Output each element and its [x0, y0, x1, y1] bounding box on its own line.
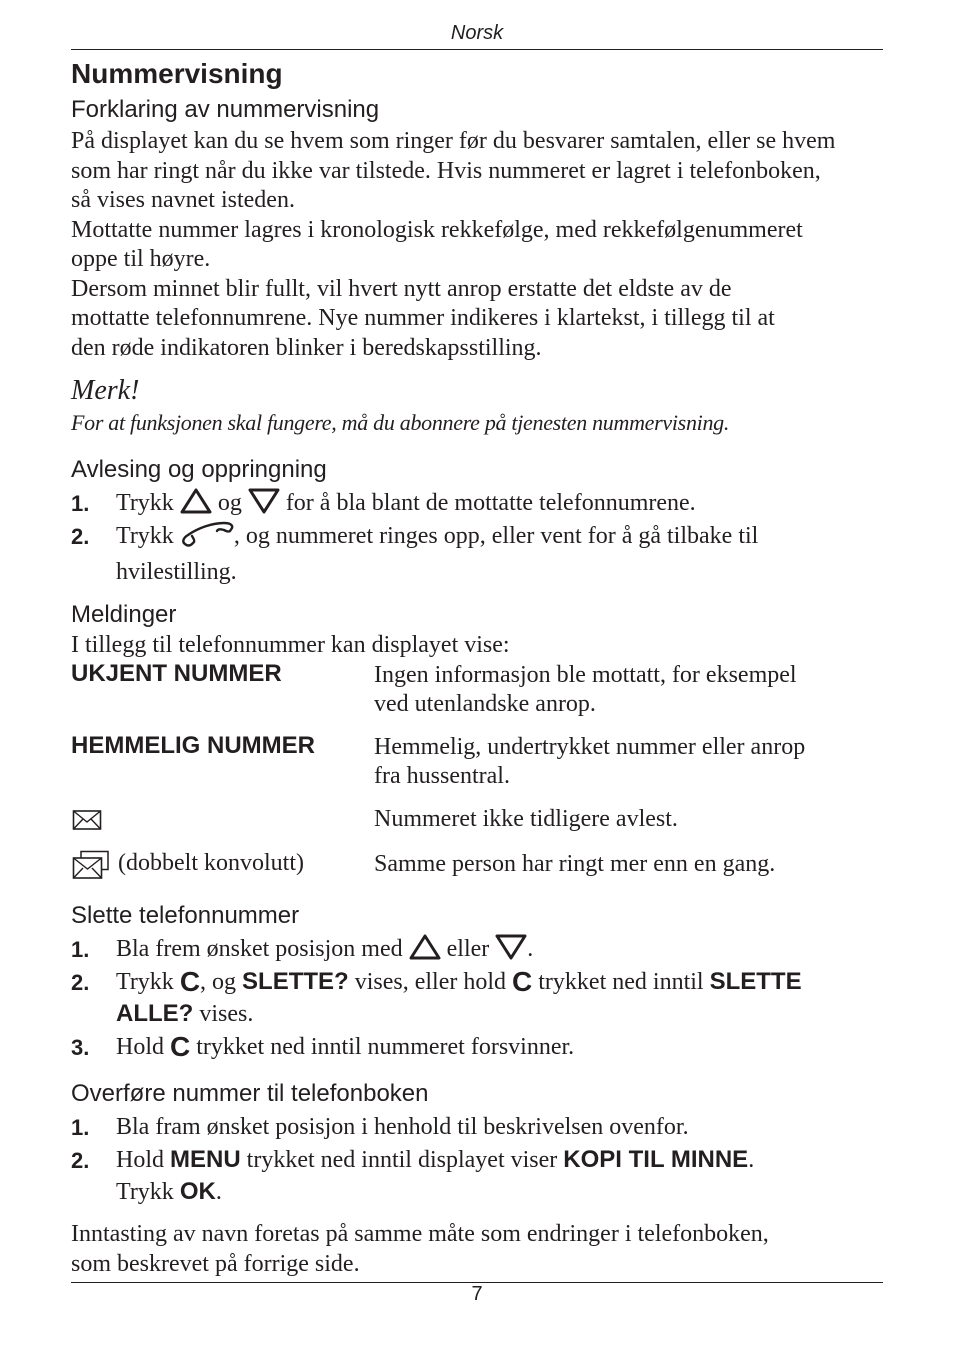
- def-double-envelope: Samme person har ringt mer enn en gang.: [374, 851, 776, 877]
- delete-heading: Slette telefonnummer: [71, 902, 300, 929]
- transfer-heading: Overføre nummer til telefonboken: [71, 1080, 429, 1107]
- def-envelope: Nummeret ikke tidligere avlest.: [374, 806, 678, 832]
- step-text: , og nummeret ringes opp, eller vent for å gå tilbake til: [233, 523, 759, 549]
- explain-heading: Forklaring av nummervisning: [71, 96, 380, 123]
- closing-line: som beskrevet på forrige side.: [71, 1250, 360, 1277]
- step-text: trykket ned inntil: [532, 969, 710, 995]
- closing-line: Inntasting av navn foretas på samme måte som endringer i telefonboken,: [71, 1221, 769, 1247]
- double-envelope-label: (dobbelt konvolutt): [118, 850, 304, 876]
- c-key-icon: C: [512, 966, 533, 997]
- step-text: hvilestilling.: [116, 559, 237, 585]
- reading-heading: Avlesing og oppringning: [71, 456, 327, 483]
- step-text: Bla frem ønsket posisjon med: [116, 936, 409, 962]
- down-arrow-icon: [495, 934, 527, 969]
- explain-line: så vises navnet isteden.: [71, 187, 295, 213]
- header-rule: [71, 49, 883, 50]
- double-envelope-icon: [72, 850, 110, 885]
- display-text: KOPI TIL MINNE: [563, 1146, 749, 1173]
- up-arrow-icon: [180, 488, 212, 523]
- step-text: Hold: [116, 1034, 170, 1060]
- reading-step-1: [116, 487, 886, 523]
- def-line: Ingen informasjon ble mottatt, for eksempel: [374, 662, 797, 688]
- display-text: SLETTE?: [242, 968, 349, 995]
- step-text: og: [211, 490, 248, 516]
- explain-line: oppe til høyre.: [71, 246, 211, 272]
- note-title: Merk!: [71, 375, 140, 406]
- key-label: OK: [179, 1178, 216, 1205]
- step-text: trykket ned inntil displayet viser: [240, 1147, 564, 1173]
- delete-step-1: [116, 933, 886, 969]
- step-text: for å bla blant de mottatte telefonnumrene.: [279, 490, 696, 516]
- messages-heading: Meldinger: [71, 601, 177, 628]
- step-number: 1.: [71, 937, 90, 962]
- step-text: , og: [200, 969, 243, 995]
- def-line: Hemmelig, undertrykket nummer eller anrop: [374, 734, 806, 760]
- explain-line: som har ringt når du ikke var tilstede. Hvis nummeret er lagret i telefonboken,: [71, 157, 821, 184]
- step-text: trykket ned inntil nummeret forsvinner.: [190, 1034, 575, 1060]
- explain-line: mottatte telefonnumrene. Nye nummer indikeres i klartekst, i tillegg til at: [71, 305, 775, 331]
- step-text: .: [527, 936, 534, 962]
- step-text: eller: [440, 936, 496, 962]
- def-unknown: [374, 661, 884, 719]
- display-text: SLETTE: [709, 968, 802, 995]
- page-header: Norsk: [450, 22, 504, 44]
- display-text: ALLE?: [116, 1000, 194, 1027]
- explain-line: Mottatte nummer lagres i kronologisk rekkefølge, med rekkefølgenummeret: [71, 216, 803, 243]
- c-key-icon: C: [179, 966, 201, 997]
- key-label: MENU: [170, 1146, 241, 1173]
- handset-icon: [180, 521, 234, 556]
- transfer-step-2: [116, 1144, 886, 1208]
- explain-line: den røde indikatoren blinker i beredskapsstilling.: [71, 334, 542, 361]
- explain-line: Dersom minnet blir fullt, vil hvert nytt anrop erstatte det eldste av de: [71, 275, 732, 302]
- step-number: 1.: [71, 491, 90, 516]
- term-secret: HEMMELIG NUMMER: [71, 732, 315, 759]
- step-number: 2.: [71, 1148, 90, 1173]
- def-line: ved utenlandske anrop.: [374, 691, 596, 717]
- explain-text: [71, 127, 883, 363]
- step-text: vises.: [193, 1001, 254, 1027]
- step-text: .: [215, 1179, 222, 1205]
- reading-step-2: [116, 520, 886, 588]
- step-text: Trykk: [116, 969, 180, 995]
- step-text: Trykk: [116, 490, 180, 516]
- delete-step-3: [116, 1031, 886, 1063]
- def-line: fra hussentral.: [374, 763, 510, 789]
- step-number: 1.: [71, 1115, 90, 1140]
- delete-step-2: [116, 966, 886, 1030]
- up-arrow-icon: [409, 934, 441, 969]
- step-text: vises, eller hold: [348, 969, 513, 995]
- step-text: Hold: [116, 1147, 170, 1173]
- term-unknown: UKJENT NUMMER: [71, 660, 282, 687]
- down-arrow-icon: [248, 488, 280, 523]
- note-text: For at funksjonen skal fungere, må du abonnere på tjenesten nummervisning.: [71, 410, 730, 435]
- step-number: 2.: [71, 524, 90, 549]
- explain-line: På displayet kan du se hvem som ringer før du besvarer samtalen, eller se hvem: [71, 128, 836, 154]
- step-text: .: [748, 1147, 755, 1173]
- def-secret: [374, 733, 884, 791]
- step-number: 2.: [71, 970, 90, 995]
- section-title: Nummervisning: [71, 58, 283, 89]
- closing-text: [71, 1220, 883, 1279]
- transfer-step-1: Bla fram ønsket posisjon i henhold til beskrivelsen ovenfor.: [116, 1114, 689, 1140]
- step-text: Trykk: [116, 1179, 180, 1205]
- c-key-icon: C: [170, 1031, 191, 1062]
- messages-intro: I tillegg til telefonnummer kan displayet vise:: [71, 632, 510, 658]
- step-text: Trykk: [116, 523, 180, 549]
- envelope-icon: [72, 808, 102, 837]
- step-number: 3.: [71, 1035, 90, 1060]
- page-number: 7: [471, 1283, 483, 1305]
